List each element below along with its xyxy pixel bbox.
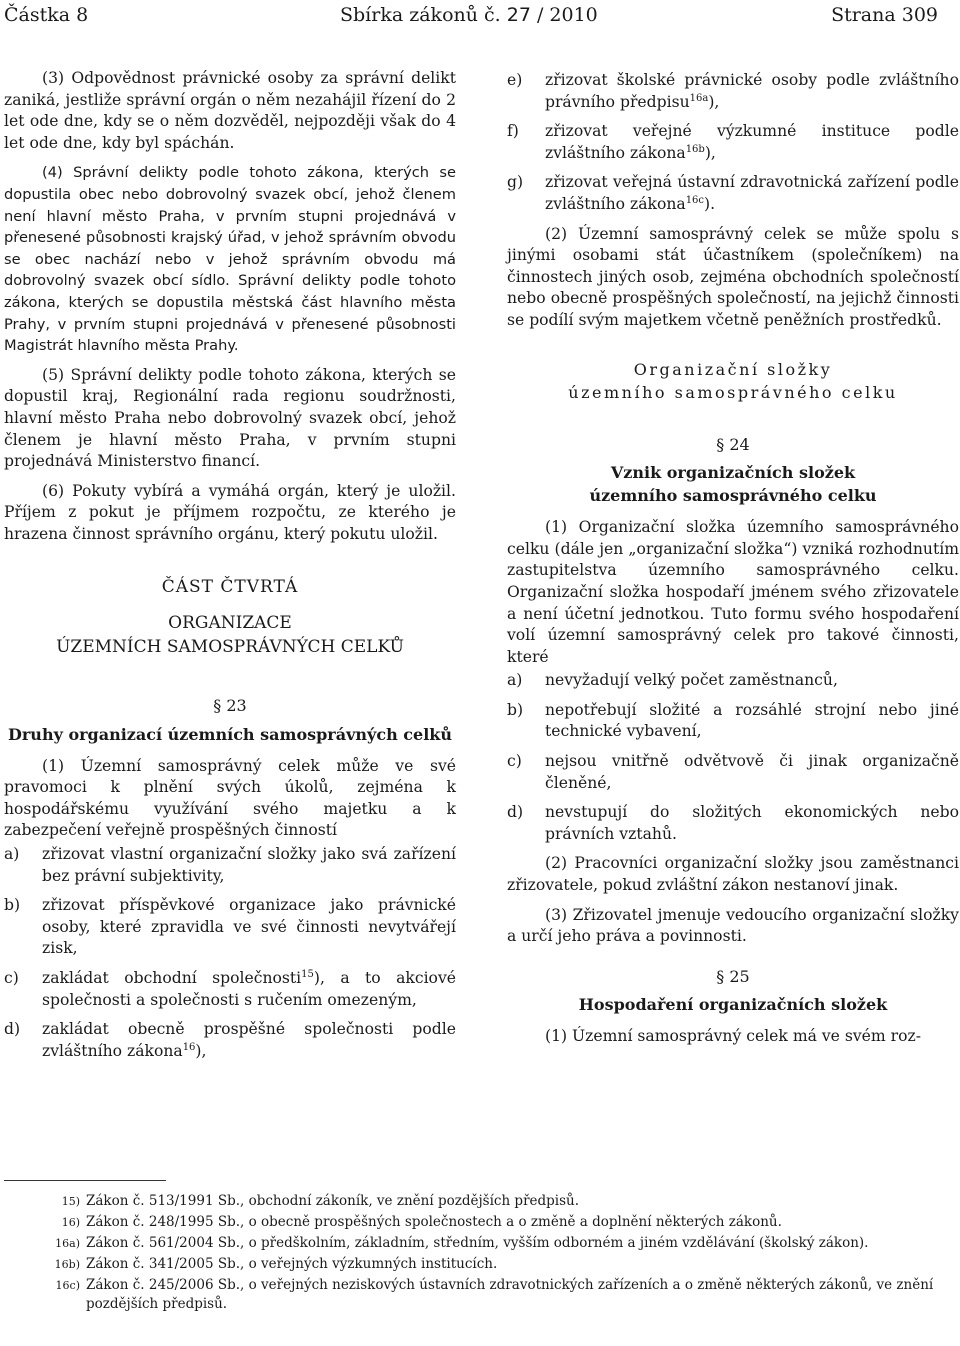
list-item-text-after: ). xyxy=(704,194,716,213)
section-23-paragraph-2: (2) Územní samosprávný celek se může spolu s jinými osobami stát účastníkem (společníkem) na činnostech jiných osob, zejména obchodních společností nebo obecně prospěšných společností, na jejichž činnosti se podílí svým majetkem včetně peněžních prostředků. xyxy=(507,224,959,329)
section-24-sign: § 24 xyxy=(716,434,750,454)
header-page-number: Strana 309 xyxy=(831,4,938,26)
list-item xyxy=(507,670,959,692)
list-item-text: zřizovat příspěvkové organizace jako právnické osoby, které zpravidla ve své činnosti nevytvářejí zisk, xyxy=(42,896,456,958)
list-item-letter: g) xyxy=(507,173,524,192)
list-item xyxy=(507,121,959,164)
header-part: Částka 8 xyxy=(4,4,89,26)
footnote xyxy=(4,1276,952,1314)
section-24-title-line-2: územního samosprávného celku xyxy=(589,486,877,506)
paragraph-5: (5) Správní delikty podle tohoto zákona, kterých se dopustil kraj, Regionální rada regionu soudržnosti, hlavní město Praha nebo dobrovolný svazek obcí, jehož členem je hlavní město Praha, v prvním stupni projednává Ministerstvo financí. xyxy=(4,365,456,471)
section-25-sign: § 25 xyxy=(716,966,750,986)
list-item-text xyxy=(545,172,959,215)
list-item-text: nepotřebují složité a rozsáhlé strojní nebo jiné technické vybavení, xyxy=(545,700,959,741)
list-item-letter: f) xyxy=(507,122,519,141)
footnote-divider xyxy=(4,1180,166,1181)
section-24-title-line-1: Vznik organizačních složek xyxy=(610,463,856,483)
list-item-letter: c) xyxy=(4,969,19,987)
list-item xyxy=(507,700,959,743)
list-item-letter: c) xyxy=(507,752,522,771)
list-item-text-after: ), xyxy=(704,143,716,162)
list-item-text-after: ), xyxy=(708,92,720,111)
footnote xyxy=(4,1255,952,1274)
left-column xyxy=(4,68,456,1070)
footnotes xyxy=(4,1192,952,1316)
footnote-reference: 16b xyxy=(685,143,705,155)
footnote-reference: 15 xyxy=(301,968,314,980)
list-item-text: nevyžadují velký počet zaměstnanců, xyxy=(545,671,838,690)
list-item-text-main: zřizovat školské právnické osoby podle zvláštního právního předpisu xyxy=(545,71,959,111)
list-item-text-main: zřizovat veřejná ústavní zdravotnická zařízení podle zvláštního zákona xyxy=(545,173,959,213)
list-item-text-after: ), xyxy=(195,1041,207,1060)
header-collection-suffix: / 2010 xyxy=(530,4,598,26)
list-item-text: zřizovat vlastní organizační složky jako svá zařízení bez právní subjektivity, xyxy=(42,845,456,885)
footnote-text: Zákon č. 341/2005 Sb., o veřejných výzkumných institucích. xyxy=(86,1256,498,1272)
chapter-heading xyxy=(507,358,959,404)
page-header xyxy=(0,0,960,34)
list-item xyxy=(507,70,959,113)
section-24-paragraph-1: (1) Organizační složka územního samosprávného celku (dále jen „organizační složka“) vzniká rozhodnutím zastupitelstva územního samosprávného celku. Organizační složka hospodaří jménem svého zřizovatele a není účetní jednotkou. Tuto formu svého hospodaření volí územní samosprávný celek pro takové činnosti, které xyxy=(507,518,959,666)
footnote-number: 16) xyxy=(61,1216,80,1229)
section-23-list-continued xyxy=(507,70,959,216)
section-23-paragraph-1: (1) Územní samosprávný celek může ve své pravomoci k plnění svých úkolů, zejména k hospodářskému využívání svého majetku a k zabezpečení veřejně prospěšných činností xyxy=(4,756,456,840)
footnote-number: 16c) xyxy=(55,1279,80,1292)
list-item-text-main: zřizovat veřejné výzkumné instituce podle zvláštního zákona xyxy=(545,122,959,162)
list-item-letter: b) xyxy=(507,700,524,719)
section-24-paragraph-3: (3) Zřizovatel jmenuje vedoucího organizační složky a určí jeho práva a povinnosti. xyxy=(507,905,959,946)
chapter-heading-line-1: Organizační složky xyxy=(633,359,833,379)
list-item-letter: d) xyxy=(4,1020,21,1039)
list-item-text-main: zakládat obecně prospěšné společnosti podle zvláštního zákona xyxy=(42,1020,456,1060)
list-item-text: nejsou vnitřně odvětvově či jinak organizačně členěné, xyxy=(545,752,959,792)
footnote xyxy=(4,1213,952,1232)
list-item xyxy=(4,968,456,1011)
footnote-number: 16b) xyxy=(54,1258,80,1271)
list-item-text xyxy=(42,1019,456,1062)
footnote-text: Zákon č. 513/1991 Sb., obchodní zákoník, ve znění pozdějších předpisů. xyxy=(86,1193,580,1209)
right-column xyxy=(507,68,959,1056)
footnote-number: 15) xyxy=(61,1195,80,1208)
section-24-list xyxy=(507,670,959,845)
section-24-title xyxy=(507,461,959,507)
list-item xyxy=(4,895,456,960)
footnote-text: Zákon č. 245/2006 Sb., o veřejných neziskových ústavních zdravotnických zařízeních a o změně některých zákonů, ve znění pozdějších předpisů. xyxy=(86,1277,934,1312)
footnote xyxy=(4,1234,952,1253)
footnote-text: Zákon č. 248/1995 Sb., o obecně prospěšných společnostech a o změně a doplnění některých zákonů. xyxy=(86,1214,782,1230)
part-subtitle-line-1: ORGANIZACE xyxy=(168,613,292,634)
header-issue-number: 27 xyxy=(506,4,531,26)
list-item-text-after: ), a to akciové společnosti a společnosti s ručením omezeným, xyxy=(42,969,456,1009)
footnote-reference: 16 xyxy=(182,1041,196,1053)
list-item-letter: a) xyxy=(4,845,20,864)
section-25-paragraph-1: (1) Územní samosprávný celek má ve svém roz- xyxy=(545,1027,921,1046)
section-23-title: Druhy organizací územních samosprávných celků xyxy=(8,724,452,744)
list-item xyxy=(507,751,959,794)
paragraph-6: (6) Pokuty vybírá a vymáhá orgán, který je uložil. Příjem z pokut je příjmem rozpočtu, ze kterého je hrazena činnost správního orgánu, který pokutu uložil. xyxy=(4,481,456,543)
list-item-text xyxy=(545,70,959,113)
paragraph-3: (3) Odpovědnost právnické osoby za správní delikt zaniká, jestliže správní orgán o něm nezahájil řízení do 2 let ode dne, kdy se o něm dozvěděl, nejpozději však do 4 let ode dne, kdy byl spáchán. xyxy=(4,69,456,152)
list-item-text: nevstupují do složitých ekonomických nebo právních vztahů. xyxy=(545,803,959,843)
list-item-text xyxy=(42,968,456,1011)
list-item-letter: d) xyxy=(507,803,524,822)
section-23-list xyxy=(4,844,456,1062)
footnote-text: Zákon č. 561/2004 Sb., o předškolním, základním, středním, vyšším odborném a jiném vzdělávání (školský zákon). xyxy=(86,1235,869,1251)
list-item-letter: e) xyxy=(507,71,523,89)
list-item xyxy=(507,802,959,845)
list-item xyxy=(507,172,959,215)
part-title: ČÁST ČTVRTÁ xyxy=(161,577,299,598)
paragraph-4: (4) Správní delikty podle tohoto zákona, kterých se dopustila obec nebo dobrovolný svazek obcí, jehož členem není hlavní město Praha, v prvním stupni projednává v přenesené působnosti krajský úřad, v jehož správním obvodu se obec nachází nebo v jehož správním obvodu má dobrovolný svazek obcí sídlo. Správní delikty podle tohoto zákona, kterých se dopustila městská část hlavního města Prahy, v prvním stupni projednává v přenesené působnosti Magistrát hlavního města Prahy. xyxy=(4,164,456,355)
header-collection xyxy=(340,4,598,26)
footnote-number: 16a) xyxy=(55,1237,80,1250)
section-23-sign: § 23 xyxy=(213,696,247,716)
list-item-letter: a) xyxy=(507,671,523,690)
footnote-reference: 16a xyxy=(689,92,709,104)
chapter-heading-line-2: územního samosprávného celku xyxy=(568,382,898,402)
section-25-title: Hospodaření organizačních složek xyxy=(578,995,888,1015)
section-24-paragraph-2: (2) Pracovníci organizační složky jsou zaměstnanci zřizovatele, pokud zvláštní zákon nestanoví jinak. xyxy=(507,854,959,895)
list-item-text-main: zakládat obchodní společnosti xyxy=(42,969,302,987)
list-item-text xyxy=(545,121,959,164)
part-subtitle-line-2: ÚZEMNÍCH SAMOSPRÁVNÝCH CELKŮ xyxy=(56,637,404,658)
list-item xyxy=(4,844,456,887)
footnote xyxy=(4,1192,952,1211)
list-item xyxy=(4,1019,456,1062)
part-subtitle xyxy=(4,611,456,659)
list-item-letter: b) xyxy=(4,896,21,915)
header-collection-prefix: Sbírka zákonů č. xyxy=(340,4,507,26)
footnote-reference: 16c xyxy=(685,194,705,206)
